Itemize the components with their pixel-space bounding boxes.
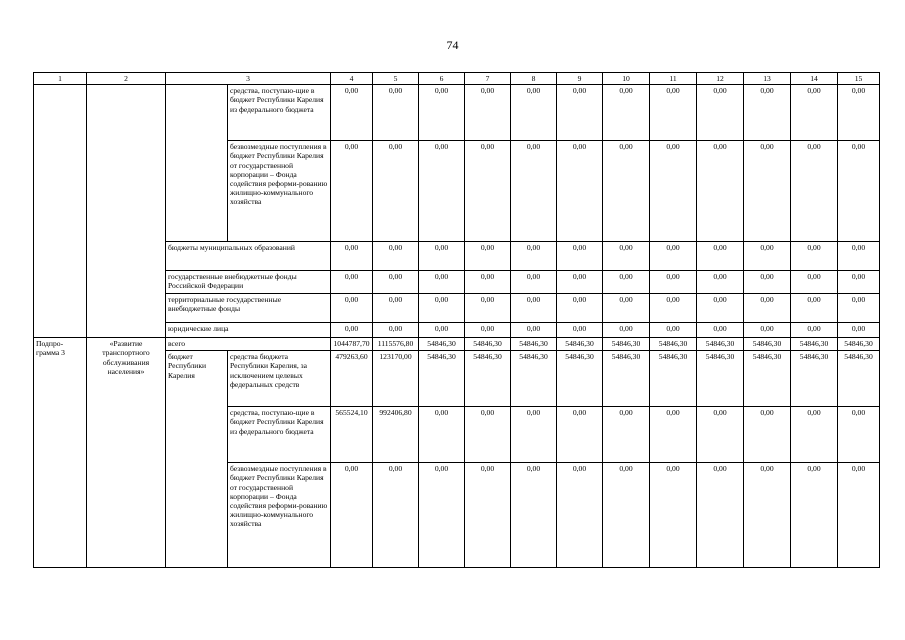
value-cell: 0,00 — [419, 242, 465, 271]
value-cell: 0,00 — [650, 463, 697, 568]
table-row — [34, 85, 880, 141]
value-cell: 0,00 — [744, 85, 791, 141]
value-cell: 0,00 — [511, 85, 557, 141]
empty-cell — [87, 85, 166, 338]
value-cell: 0,00 — [697, 85, 744, 141]
value-cell: 0,00 — [419, 294, 465, 323]
value-cell: 0,00 — [650, 141, 697, 242]
value-cell: 0,00 — [373, 85, 419, 141]
value-cell: 0,00 — [697, 271, 744, 294]
value-cell: 54846,30 — [419, 351, 465, 407]
value-cell: 1115576,80 — [373, 338, 419, 351]
row-label: средства, поступаю-щие в бюджет Республики Карелия из федерального бюджета — [228, 407, 331, 463]
value-cell: 0,00 — [465, 242, 511, 271]
value-cell: 0,00 — [791, 463, 838, 568]
value-cell: 0,00 — [838, 323, 880, 338]
empty-cell — [34, 85, 87, 338]
value-cell: 0,00 — [465, 407, 511, 463]
value-cell: 0,00 — [697, 463, 744, 568]
value-cell: 54846,30 — [744, 338, 791, 351]
empty-cell — [166, 85, 228, 242]
value-cell: 54846,30 — [838, 351, 880, 407]
value-cell: 0,00 — [838, 141, 880, 242]
value-cell: 0,00 — [791, 271, 838, 294]
value-cell: 0,00 — [465, 141, 511, 242]
value-cell: 0,00 — [373, 463, 419, 568]
value-cell: 54846,30 — [697, 351, 744, 407]
row-label: безвозмездные поступления в бюджет Республики Карелия от государственной корпорации – Фонда содействия реформи-рованию жилищно-коммунального хозяйства — [228, 141, 331, 242]
value-cell: 0,00 — [465, 323, 511, 338]
value-cell: 54846,30 — [557, 338, 603, 351]
header-cell: 12 — [697, 73, 744, 85]
value-cell: 0,00 — [419, 407, 465, 463]
value-cell: 0,00 — [603, 141, 650, 242]
value-cell: 123170,00 — [373, 351, 419, 407]
value-cell: 0,00 — [791, 407, 838, 463]
header-cell: 2 — [87, 73, 166, 85]
row-label: безвозмездные поступления в бюджет Республики Карелия от государственной корпорации – Фонда содействия реформи-рованию жилищно-коммунального хозяйства — [228, 463, 331, 568]
value-cell: 0,00 — [650, 407, 697, 463]
table-header-row — [34, 73, 880, 85]
value-cell: 0,00 — [650, 242, 697, 271]
value-cell: 0,00 — [650, 294, 697, 323]
value-cell: 479263,60 — [331, 351, 373, 407]
value-cell: 0,00 — [419, 141, 465, 242]
value-cell: 0,00 — [697, 407, 744, 463]
header-cell: 3 — [166, 73, 331, 85]
value-cell: 0,00 — [465, 271, 511, 294]
value-cell: 0,00 — [557, 141, 603, 242]
value-cell: 0,00 — [838, 407, 880, 463]
value-cell: 54846,30 — [465, 351, 511, 407]
value-cell: 54846,30 — [603, 338, 650, 351]
value-cell: 0,00 — [603, 407, 650, 463]
value-cell: 0,00 — [744, 323, 791, 338]
value-cell: 54846,30 — [650, 351, 697, 407]
value-cell: 0,00 — [697, 141, 744, 242]
row-label: государственные внебюджетные фонды Российской Федерации — [166, 271, 331, 294]
value-cell: 54846,30 — [511, 338, 557, 351]
value-cell: 0,00 — [511, 141, 557, 242]
value-cell: 0,00 — [511, 242, 557, 271]
value-cell: 0,00 — [697, 242, 744, 271]
value-cell: 54846,30 — [511, 351, 557, 407]
value-cell: 0,00 — [838, 271, 880, 294]
value-cell: 0,00 — [603, 271, 650, 294]
value-cell: 0,00 — [373, 242, 419, 271]
value-cell: 565524,10 — [331, 407, 373, 463]
value-cell: 54846,30 — [791, 351, 838, 407]
value-cell: 0,00 — [511, 271, 557, 294]
value-cell: 0,00 — [331, 463, 373, 568]
value-cell: 0,00 — [465, 294, 511, 323]
value-cell: 0,00 — [557, 85, 603, 141]
row-label: средства бюджета Республики Карелия, за исключением целевых федеральных средств — [228, 351, 331, 407]
value-cell: 0,00 — [744, 294, 791, 323]
value-cell: 0,00 — [697, 294, 744, 323]
value-cell: 0,00 — [603, 463, 650, 568]
value-cell: 0,00 — [791, 323, 838, 338]
header-cell: 9 — [557, 73, 603, 85]
value-cell: 0,00 — [650, 85, 697, 141]
value-cell: 0,00 — [744, 407, 791, 463]
value-cell: 54846,30 — [744, 351, 791, 407]
value-cell: 992406,80 — [373, 407, 419, 463]
value-cell: 0,00 — [603, 294, 650, 323]
value-cell: 0,00 — [791, 294, 838, 323]
row-label: территориальные государственные внебюджетные фонды — [166, 294, 331, 323]
value-cell: 0,00 — [838, 85, 880, 141]
subprogram-number: Подпро-грамма 3 — [34, 338, 87, 568]
value-cell: 0,00 — [744, 463, 791, 568]
value-cell: 54846,30 — [419, 338, 465, 351]
value-cell: 54846,30 — [650, 338, 697, 351]
value-cell: 0,00 — [744, 141, 791, 242]
value-cell: 0,00 — [557, 407, 603, 463]
value-cell: 0,00 — [838, 242, 880, 271]
value-cell: 0,00 — [465, 463, 511, 568]
header-cell: 1 — [34, 73, 87, 85]
page-number: 74 — [446, 38, 459, 52]
value-cell: 0,00 — [744, 242, 791, 271]
header-cell: 14 — [791, 73, 838, 85]
row-label: юридические лица — [166, 323, 331, 338]
header-cell: 10 — [603, 73, 650, 85]
value-cell: 54846,30 — [791, 338, 838, 351]
value-cell: 0,00 — [511, 407, 557, 463]
value-cell: 0,00 — [838, 294, 880, 323]
value-cell: 0,00 — [557, 463, 603, 568]
header-cell: 13 — [744, 73, 791, 85]
value-cell: 0,00 — [557, 271, 603, 294]
value-cell: 0,00 — [331, 242, 373, 271]
value-cell: 1044787,70 — [331, 338, 373, 351]
value-cell: 54846,30 — [838, 338, 880, 351]
value-cell: 0,00 — [511, 294, 557, 323]
value-cell: 0,00 — [791, 141, 838, 242]
value-cell: 0,00 — [511, 463, 557, 568]
row-label: бюджеты муниципальных образований — [166, 242, 331, 271]
value-cell: 0,00 — [373, 294, 419, 323]
value-cell: 54846,30 — [557, 351, 603, 407]
value-cell: 0,00 — [419, 463, 465, 568]
value-cell: 0,00 — [419, 271, 465, 294]
row-label: всего — [166, 338, 331, 351]
header-cell: 5 — [373, 73, 419, 85]
value-cell: 0,00 — [373, 271, 419, 294]
header-cell: 7 — [465, 73, 511, 85]
subprogram-title: «Развитие транспортного обслуживания населения» — [87, 338, 166, 568]
value-cell: 0,00 — [419, 85, 465, 141]
value-cell: 0,00 — [373, 323, 419, 338]
table-row — [34, 338, 880, 351]
value-cell: 0,00 — [331, 141, 373, 242]
value-cell: 0,00 — [331, 271, 373, 294]
value-cell: 0,00 — [511, 323, 557, 338]
header-cell: 6 — [419, 73, 465, 85]
value-cell: 0,00 — [603, 323, 650, 338]
value-cell: 0,00 — [744, 271, 791, 294]
value-cell: 54846,30 — [603, 351, 650, 407]
value-cell: 0,00 — [557, 323, 603, 338]
value-cell: 0,00 — [557, 242, 603, 271]
header-cell: 8 — [511, 73, 557, 85]
value-cell: 0,00 — [838, 463, 880, 568]
value-cell: 0,00 — [650, 323, 697, 338]
value-cell: 0,00 — [791, 242, 838, 271]
value-cell: 0,00 — [650, 271, 697, 294]
header-cell: 15 — [838, 73, 880, 85]
budget-table — [33, 72, 880, 568]
value-cell: 0,00 — [697, 323, 744, 338]
value-cell: 0,00 — [419, 323, 465, 338]
value-cell: 0,00 — [465, 85, 511, 141]
group-label: бюджет Республики Карелия — [166, 351, 228, 568]
value-cell: 0,00 — [331, 85, 373, 141]
value-cell: 0,00 — [331, 294, 373, 323]
value-cell: 0,00 — [791, 85, 838, 141]
value-cell: 0,00 — [557, 294, 603, 323]
value-cell: 0,00 — [373, 141, 419, 242]
value-cell: 0,00 — [603, 242, 650, 271]
value-cell: 0,00 — [603, 85, 650, 141]
header-cell: 11 — [650, 73, 697, 85]
value-cell: 54846,30 — [697, 338, 744, 351]
row-label: средства, поступаю-щие в бюджет Республики Карелия из федерального бюджета — [228, 85, 331, 141]
header-cell: 4 — [331, 73, 373, 85]
value-cell: 0,00 — [331, 323, 373, 338]
value-cell: 54846,30 — [465, 338, 511, 351]
